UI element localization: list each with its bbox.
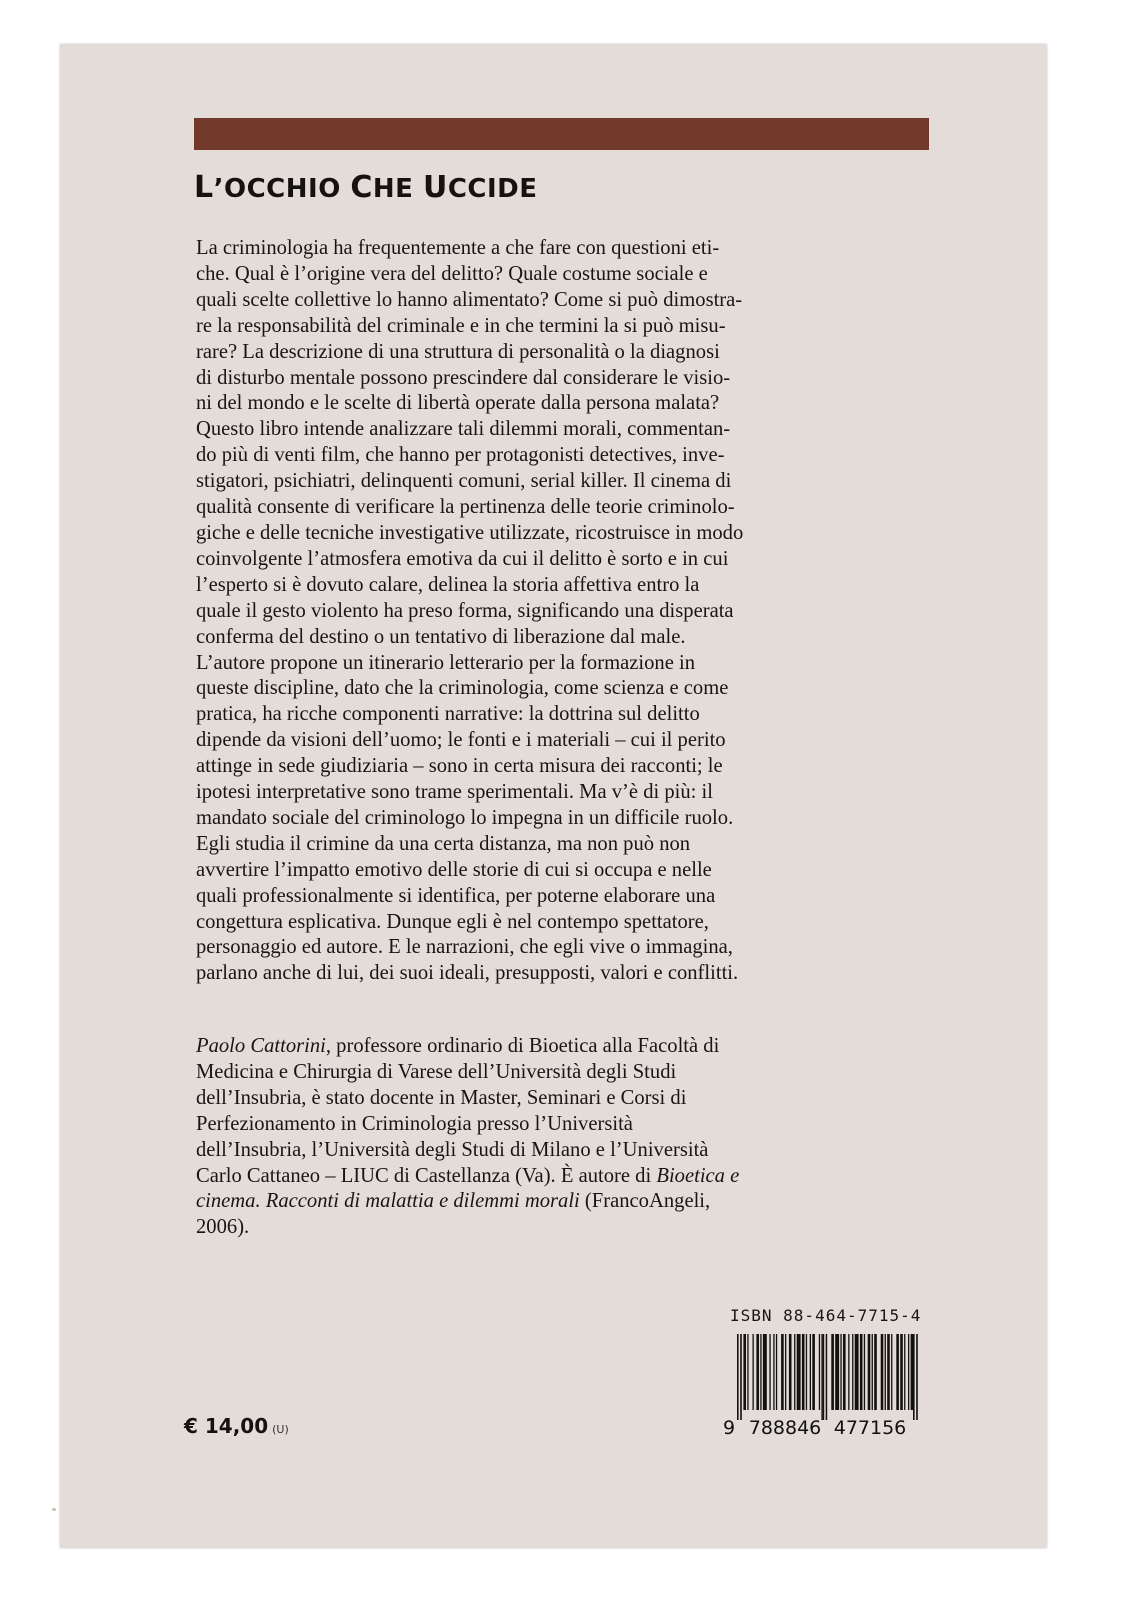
description-line: Egli studia il crimine da una certa distanza, ma non può non bbox=[196, 832, 691, 855]
barcode-bar bbox=[776, 1334, 777, 1410]
barcode-bar bbox=[831, 1334, 834, 1410]
paper-speck bbox=[52, 1508, 56, 1511]
barcode-bar bbox=[819, 1334, 820, 1410]
barcode-bar bbox=[843, 1334, 846, 1410]
barcode-bar bbox=[896, 1334, 899, 1410]
barcode-bar bbox=[874, 1334, 877, 1410]
barcode-bar bbox=[881, 1334, 884, 1410]
description-line: conferma del destino o un tentativo di liberazione dal male. bbox=[196, 625, 686, 648]
description-line: quali scelte collettive lo hanno alimentato? Come si può dimostra- bbox=[196, 288, 743, 311]
author-name: Paolo Cattorini bbox=[196, 1035, 326, 1057]
description-line: attinge in sede giudiziaria – sono in certa misura dei racconti; le bbox=[196, 755, 723, 778]
description-line: congettura esplicativa. Dunque egli è nel contempo spettatore, bbox=[196, 910, 709, 933]
description-line: Questo libro intende analizzare tali dilemmi morali, commentan- bbox=[196, 418, 731, 441]
bio-line bbox=[196, 1164, 932, 1190]
description-line: quali professionalmente si identifica, per poterne elaborare una bbox=[196, 884, 716, 907]
description-line: che. Qual è l’origine vera del delitto? Quale costume sociale e bbox=[196, 262, 708, 285]
barcode-bar bbox=[900, 1334, 903, 1410]
bio-line: dell’Insubria, l’Università degli Studi di Milano e l’Università bbox=[196, 1138, 709, 1161]
description-line: queste discipline, dato che la criminologia, come scienza e come bbox=[196, 677, 729, 700]
title-initial-2: C bbox=[350, 170, 373, 205]
description-line: pratica, ha ricche componenti narrative: la dottrina sul delitto bbox=[196, 703, 700, 726]
barcode-bar bbox=[769, 1334, 770, 1410]
price-code: (U) bbox=[272, 1423, 289, 1436]
barcode-bar bbox=[835, 1334, 839, 1410]
book-title bbox=[194, 170, 538, 205]
barcode-bar bbox=[821, 1334, 822, 1420]
bio-text: Carlo Cattaneo – LIUC di Castellanza (Va). È autore di bbox=[196, 1164, 657, 1187]
barcode-bar bbox=[753, 1334, 754, 1410]
barcode-bar bbox=[812, 1334, 815, 1410]
title-part-3: CCIDE bbox=[447, 174, 538, 204]
book-title-ref: Bioetica e bbox=[656, 1164, 740, 1187]
description-line: rare? La descrizione di una struttura di personalità o la diagnosi bbox=[196, 340, 720, 363]
barcode-digits: 477156 bbox=[833, 1417, 907, 1436]
description-line: L’autore propone un itinerario letterario per la formazione in bbox=[196, 651, 696, 674]
barcode-bar bbox=[760, 1334, 761, 1410]
barcode-bar bbox=[891, 1334, 892, 1410]
barcode-bar bbox=[840, 1334, 841, 1410]
description-line: La criminologia ha frequentemente a che fare con questioni eti- bbox=[196, 237, 720, 259]
description-line: coinvolgente l’atmosfera emotiva da cui il delitto è sorto e in cui bbox=[196, 547, 729, 570]
barcode-guard bbox=[913, 1334, 915, 1420]
barcode-bar bbox=[743, 1334, 746, 1410]
barcode-bar bbox=[794, 1334, 795, 1410]
description-line: di disturbo mentale possono prescindere dal considerare le visio- bbox=[196, 366, 731, 389]
isbn-label: ISBN 88-464-7715-4 bbox=[730, 1306, 922, 1325]
book-description bbox=[196, 236, 932, 987]
price-value: € 14,00 bbox=[184, 1414, 269, 1438]
bio-text: , professore ordinario di Bioetica alla Facoltà di bbox=[325, 1035, 720, 1057]
description-line: stigatori, psichiatri, delinquenti comuni, serial killer. Il cinema di bbox=[196, 470, 732, 493]
bio-line: Medicina e Chirurgia di Varese dell’Università degli Studi bbox=[196, 1060, 677, 1083]
barcode-bar bbox=[868, 1334, 871, 1410]
bio-line: Perfezionamento in Criminologia presso l’Università bbox=[196, 1112, 633, 1135]
barcode-bar bbox=[756, 1334, 759, 1410]
barcode-bar bbox=[806, 1334, 807, 1410]
bio-line: 2006). bbox=[196, 1216, 250, 1239]
price-label bbox=[184, 1414, 289, 1438]
barcode-bar bbox=[852, 1334, 853, 1410]
title-color-band bbox=[194, 118, 929, 150]
bio-line bbox=[196, 1189, 932, 1215]
title-part-1: ’OCCHIO bbox=[213, 174, 351, 204]
barcode-bar bbox=[887, 1334, 890, 1410]
description-line: giche e delle tecniche investigative utilizzate, ricostruisce in modo bbox=[196, 521, 744, 544]
description-line: l’esperto si è dovuto calare, delinea la storia affettiva entro la bbox=[196, 573, 700, 596]
author-bio bbox=[196, 1034, 932, 1241]
barcode-bar bbox=[848, 1334, 849, 1410]
barcode-guard bbox=[916, 1334, 918, 1420]
barcode-bar bbox=[797, 1334, 801, 1410]
barcode-bar bbox=[773, 1334, 774, 1410]
barcode-bar bbox=[810, 1334, 811, 1410]
barcode-guard bbox=[823, 1334, 825, 1420]
description-line: personaggio ed autore. E le narrazioni, che egli vive o immagina, bbox=[196, 936, 733, 959]
description-line: avvertire l’impatto emotivo delle storie di cui si occupa e nelle bbox=[196, 858, 712, 881]
description-line: mandato sociale del criminologo lo impegna in un difficile ruolo. bbox=[196, 806, 734, 829]
description-line: do più di venti film, che hanno per protagonisti detectives, inve- bbox=[196, 444, 725, 467]
bio-text: (FrancoAngeli, bbox=[579, 1190, 711, 1213]
barcode bbox=[723, 1334, 931, 1436]
barcode-guard bbox=[826, 1334, 828, 1420]
description-line: re la responsabilità del criminale e in che termini la si può misu- bbox=[196, 314, 726, 337]
barcode-bar bbox=[908, 1334, 909, 1410]
barcode-bar bbox=[763, 1334, 767, 1410]
description-line: dipende da visioni dell’uomo; le fonti e i materiali – cui il perito bbox=[196, 729, 726, 752]
bio-line: dell’Insubria, è stato docente in Master, Seminari e Corsi di bbox=[196, 1086, 687, 1109]
barcode-guard bbox=[740, 1334, 742, 1420]
barcode-bar bbox=[785, 1334, 786, 1410]
description-line: parlano anche di lui, dei suoi ideali, presupposti, valori e conflitti. bbox=[196, 962, 739, 985]
barcode-digits: 9 bbox=[723, 1417, 736, 1436]
barcode-bar bbox=[855, 1334, 859, 1410]
barcode-bar bbox=[747, 1334, 748, 1410]
barcode-bar bbox=[885, 1334, 886, 1410]
barcode-bar bbox=[864, 1334, 865, 1410]
description-line: ipotesi interpretative sono trame sperimentali. Ma v’è di più: il bbox=[196, 781, 713, 804]
barcode-bar bbox=[872, 1334, 873, 1410]
description-line: qualità consente di verificare la pertinenza delle teorie criminolo- bbox=[196, 496, 735, 519]
bio-line bbox=[196, 1034, 932, 1060]
barcode-bar bbox=[860, 1334, 863, 1410]
barcode-bar bbox=[789, 1334, 792, 1410]
barcode-bar bbox=[802, 1334, 805, 1410]
book-title-ref: cinema. Racconti di malattia e dilemmi morali bbox=[196, 1190, 580, 1213]
back-cover bbox=[60, 44, 1047, 1548]
barcode-bar bbox=[904, 1334, 905, 1410]
title-initial-1: L bbox=[194, 170, 214, 205]
barcode-bar bbox=[781, 1334, 784, 1410]
description-line: quale il gesto violento ha preso forma, significando una disperata bbox=[196, 599, 734, 622]
barcode-guard bbox=[737, 1334, 739, 1420]
title-part-2: HE bbox=[372, 174, 423, 204]
description-line: ni del mondo e le scelte di libertà operate dalla persona malata? bbox=[196, 392, 720, 415]
title-initial-3: U bbox=[422, 170, 448, 205]
barcode-digits: 788846 bbox=[748, 1417, 822, 1436]
